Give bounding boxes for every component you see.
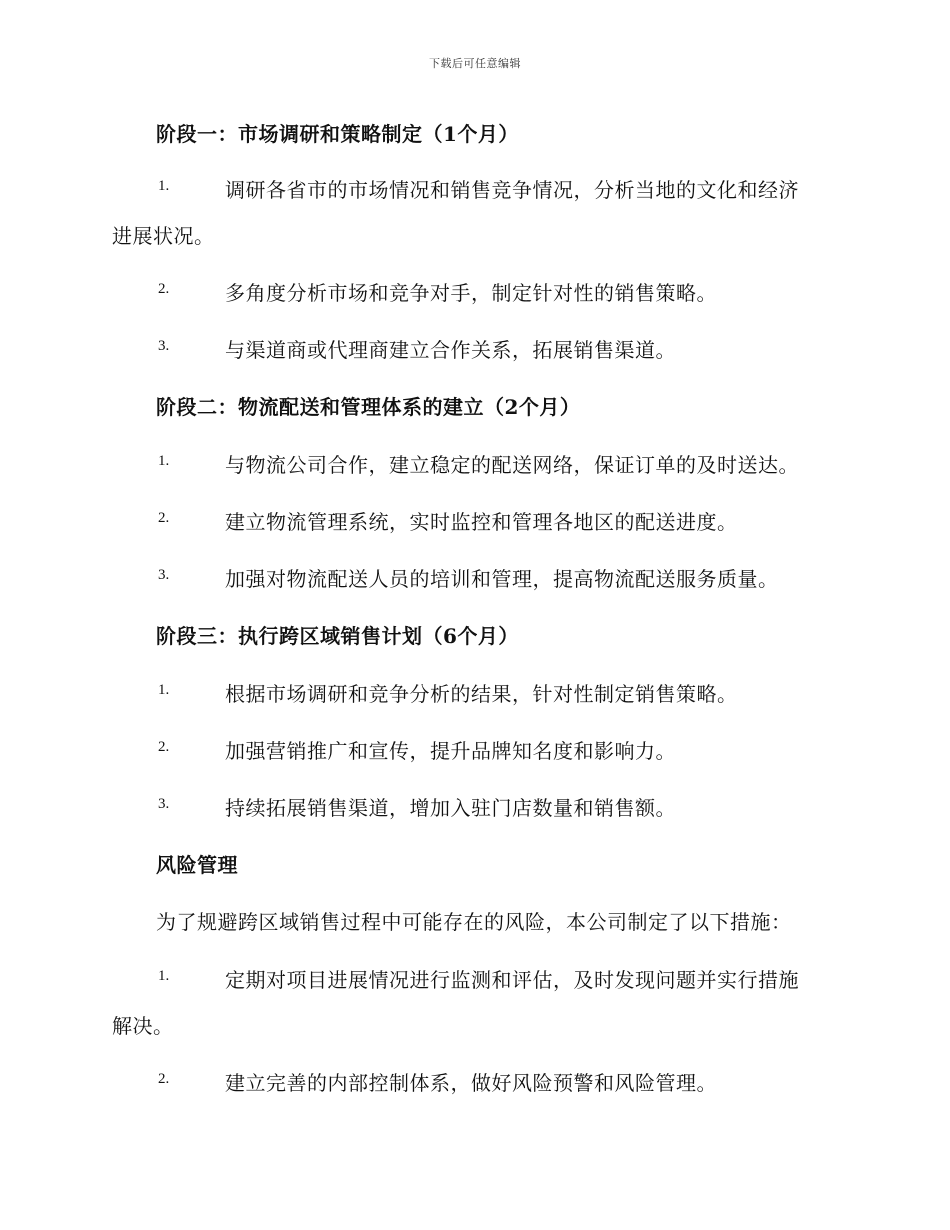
list-item-text: 定期对项目进展情况进行监测和评估，及时发现问题并实行措施 xyxy=(225,968,799,992)
list-item-continuation: 解决。 xyxy=(112,1014,174,1038)
section-heading-phase-3: 阶段三：执行跨区域销售计划（6个月） xyxy=(156,624,519,648)
list-item-number: 2. xyxy=(158,1071,170,1087)
list-item-text: 持续拓展销售渠道，增加入驻门店数量和销售额。 xyxy=(225,796,676,820)
list-item-number: 1. xyxy=(158,453,170,469)
list-item-text: 加强对物流配送人员的培训和管理，提高物流配送服务质量。 xyxy=(225,567,779,591)
page-header-note: 下载后可任意编辑 xyxy=(429,57,521,70)
list-item-text: 与物流公司合作，建立稳定的配送网络，保证订单的及时送达。 xyxy=(225,453,799,477)
list-item-number: 2. xyxy=(158,281,170,297)
list-item-continuation: 进展状况。 xyxy=(112,224,215,248)
list-item-text: 建立完善的内部控制体系，做好风险预警和风险管理。 xyxy=(225,1071,717,1095)
list-item-number: 3. xyxy=(158,796,170,812)
list-item-number: 3. xyxy=(158,567,170,583)
list-item-number: 1. xyxy=(158,682,170,698)
section-intro-paragraph: 为了规避跨区域销售过程中可能存在的风险，本公司制定了以下措施： xyxy=(156,910,792,934)
section-heading-phase-2: 阶段二：物流配送和管理体系的建立（2个月） xyxy=(156,395,581,419)
list-item-text: 调研各省市的市场情况和销售竞争情况，分析当地的文化和经济 xyxy=(225,178,799,202)
section-heading-phase-1: 阶段一：市场调研和策略制定（1个月） xyxy=(156,122,519,146)
list-item-text: 与渠道商或代理商建立合作关系，拓展销售渠道。 xyxy=(225,338,676,362)
list-item-number: 3. xyxy=(158,338,170,354)
list-item-text: 根据市场调研和竞争分析的结果，针对性制定销售策略。 xyxy=(225,682,738,706)
list-item-number: 2. xyxy=(158,739,170,755)
list-item-text: 建立物流管理系统，实时监控和管理各地区的配送进度。 xyxy=(225,510,738,534)
list-item-text: 多角度分析市场和竞争对手，制定针对性的销售策略。 xyxy=(225,281,717,305)
section-heading-risk-management: 风险管理 xyxy=(156,853,238,877)
list-item-text: 加强营销推广和宣传，提升品牌知名度和影响力。 xyxy=(225,739,676,763)
list-item-number: 1. xyxy=(158,968,170,984)
list-item-number: 2. xyxy=(158,510,170,526)
list-item-number: 1. xyxy=(158,178,170,194)
